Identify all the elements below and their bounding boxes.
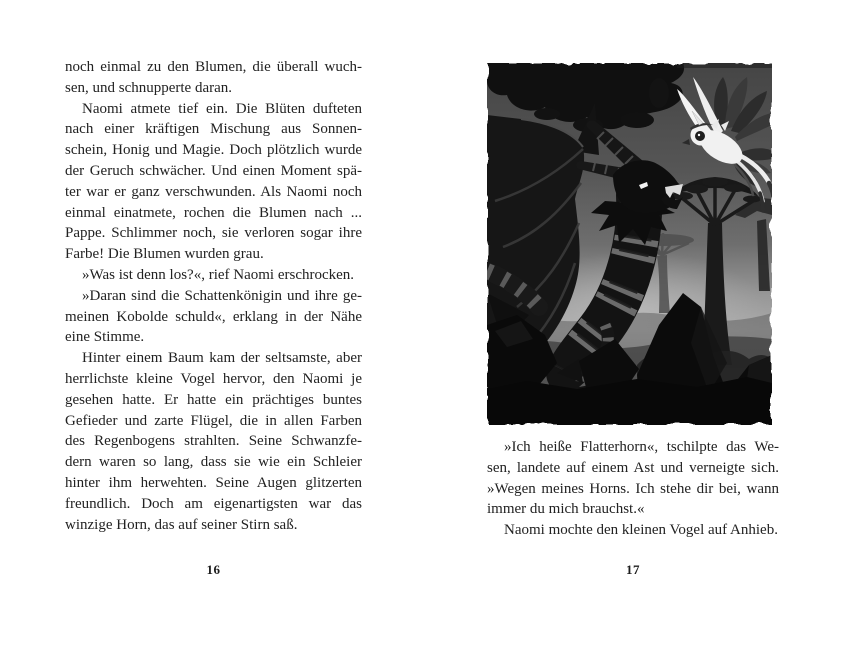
text-line: freundlich. Doch am eigenartigsten war das — [65, 495, 362, 512]
text-line: winzige Horn, das auf seiner Stirn saß. — [65, 516, 298, 533]
text-line: immer du mich brauchst.« — [487, 501, 645, 518]
text-line: »Was ist denn los?«, rief Naomi erschrocken. — [82, 266, 355, 283]
text-line: nach einer kräftigen Mischung aus Sonnen- — [65, 121, 362, 138]
story-illustration — [487, 63, 772, 425]
text-line: sen, und schnupperte daran. — [65, 79, 233, 96]
page-number-right: 17 — [626, 562, 640, 577]
text-line: herrlichste kleine Vogel hervor, den Naomi je — [65, 370, 362, 387]
text-line: »Ich heiße Flatterhorn«, tschilpte das We- — [504, 439, 779, 455]
text-line: noch einmal zu den Blumen, die überall wuch- — [65, 59, 362, 75]
text-line: eine Stimme. — [65, 329, 145, 346]
text-line: einmal einatmete, rochen die Blumen nach ... — [65, 204, 362, 221]
text-line: des Regenbogens strahlten. Seine Schwanzfe- — [65, 433, 362, 450]
text-line: Naomi atmete tief ein. Die Blüten dufteten — [82, 100, 362, 117]
text-line: ter war er ganz verschwunden. Als Naomi noch — [65, 183, 362, 200]
text-line: hinter ihm herwehten. Seine Augen glitzerten — [65, 474, 362, 491]
text-line: gesehen hatte. Er hatte ein prächtiges buntes — [65, 391, 362, 408]
text-line: schein, Honig und Magie. Doch plötzlich wurde — [65, 142, 362, 159]
text-line: Gefieder und zarte Flügel, die in allen Farben — [65, 412, 362, 429]
page-left-text — [65, 57, 362, 535]
text-line: »Wegen meines Horns. Ich stehe dir bei, wann — [487, 480, 779, 497]
text-line: Farbe! Die Blumen wurden grau. — [65, 246, 264, 263]
text-line: »Daran sind die Schattenkönigin und ihre ge- — [82, 287, 362, 304]
text-line: meinen Kobolde schuld«, erklang in der Nähe — [65, 308, 362, 325]
page-right-text — [487, 437, 779, 541]
text-line: Pappe. Schlimmer noch, sie verloren sogar ihre — [65, 225, 362, 242]
text-line: der Geruch schwächer. Und einen Moment spä- — [65, 162, 362, 179]
text-line: sen, landete auf einem Ast und verneigte sich. — [487, 459, 779, 476]
page-number-left: 16 — [206, 562, 221, 577]
text-line: Naomi mochte den kleinen Vogel auf Anhieb. — [504, 522, 778, 539]
text-line: Hinter einem Baum kam der seltsamste, aber — [82, 350, 362, 367]
text-line: dern waren so lang, dass sie wie ein Schleier — [65, 454, 362, 471]
